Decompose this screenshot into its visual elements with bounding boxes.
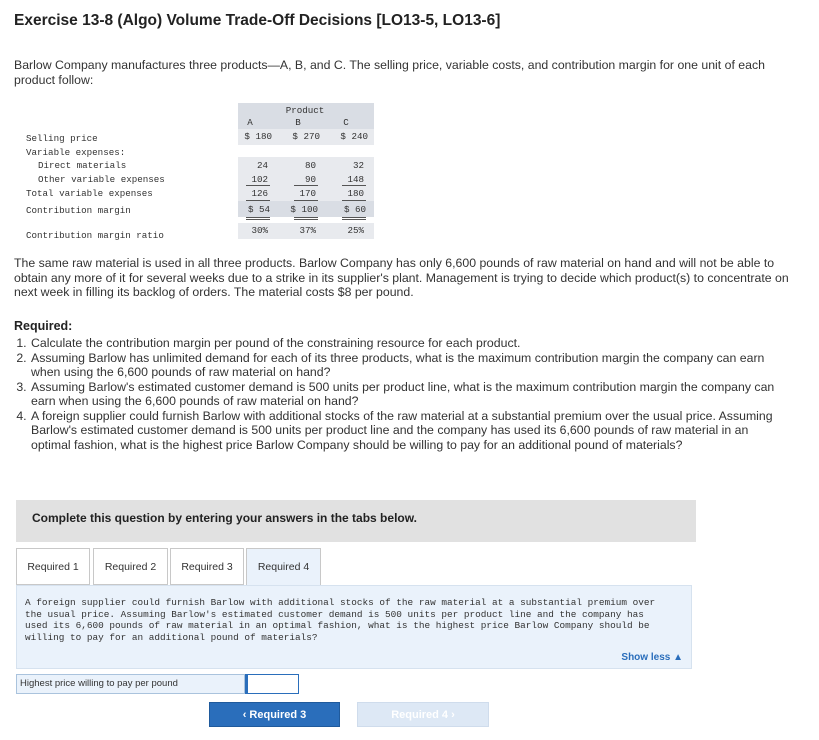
other-variable-b: 90 <box>304 174 316 185</box>
direct-materials-c: 32 <box>352 160 364 171</box>
tab-required-1[interactable]: Required 1 <box>16 548 90 585</box>
contribution-margin-b: $ 100 <box>290 204 318 215</box>
next-required-button[interactable]: Required 4 › <box>357 702 489 727</box>
intro-text: Barlow Company manufactures three products—A, B, and C. The selling price, variable costs, and contribution margin for one unit of each product follow: <box>14 58 765 87</box>
total-variable-a: 126 <box>251 188 268 199</box>
selling-price-label: Selling price <box>26 133 98 144</box>
question-panel <box>16 585 692 669</box>
requirement-4: 4. A foreign supplier could furnish Barlow with additional stocks of the raw material at a substantial premium over the usual price. Assuming Barlow's estimated customer demand is 500 units per product line and the company has used its 6,600 pounds of raw material in an optimal fashion, what is the highest price Barlow Company should be willing to pay for an additional pound of materials? <box>30 409 790 453</box>
instruction-text: Complete this question by entering your answers in the tabs below. <box>32 511 417 525</box>
variable-expenses-label: Variable expenses: <box>26 147 126 158</box>
direct-materials-label: Direct materials <box>38 160 127 171</box>
col-c: C <box>343 117 349 128</box>
product-header: Product <box>285 105 325 116</box>
panel-question-text: A foreign supplier could furnish Barlow with additional stocks of the raw material at a substantial premium over the usual price. Assuming Barlow's estimated customer demand is 500 units per product line and the company has used its 6,600 pounds of raw material in an optimal fashion, what is the highest price Barlow Company should be willing to pay for an additional pound of materials? <box>25 597 656 643</box>
col-a: A <box>247 117 253 128</box>
required-heading: Required: <box>14 319 73 333</box>
answer-input[interactable] <box>245 674 299 694</box>
body-paragraph: The same raw material is used in all three products. Barlow Company has only 6,600 pounds of raw material on hand and will not be able to obtain any more of it for several weeks due to a strike in its supplier's plant. Management is trying to decide which product(s) to concentrate on next week in filling its backlog of orders. The material costs $8 per pound. <box>14 256 789 299</box>
direct-materials-b: 80 <box>304 160 316 171</box>
requirement-2: 2. Assuming Barlow has unlimited demand for each of its three products, what is the maximum contribution margin the company can earn when using the 6,600 pounds of raw material on hand? <box>30 351 790 380</box>
total-variable-label: Total variable expenses <box>26 188 153 199</box>
other-variable-label: Other variable expenses <box>38 174 165 185</box>
other-variable-c: 148 <box>347 174 364 185</box>
selling-price-a: $ 180 <box>244 131 272 142</box>
cm-ratio-a: 30% <box>251 225 268 236</box>
total-variable-c: 180 <box>347 188 364 199</box>
cm-ratio-c: 25% <box>347 225 364 236</box>
direct-materials-a: 24 <box>256 160 268 171</box>
requirement-1: 1. Calculate the contribution margin per pound of the constraining resource for each product. <box>30 336 790 351</box>
requirement-3: 3. Assuming Barlow's estimated customer demand is 500 units per product line, what is the maximum contribution margin the company can earn when using the 6,600 pounds of raw material on hand? <box>30 380 790 409</box>
total-variable-b: 170 <box>299 188 316 199</box>
col-b: B <box>295 117 301 128</box>
other-variable-a: 102 <box>251 174 268 185</box>
contribution-margin-label: Contribution margin <box>26 205 131 216</box>
selling-price-b: $ 270 <box>292 131 320 142</box>
tab-required-3[interactable]: Required 3 <box>170 548 244 585</box>
tab-required-4[interactable]: Required 4 <box>246 548 321 586</box>
tab-required-2[interactable]: Required 2 <box>93 548 168 585</box>
instruction-banner <box>16 500 696 542</box>
contribution-margin-c: $ 60 <box>343 204 366 215</box>
prev-required-button[interactable]: ‹ Required 3 <box>209 702 340 727</box>
answer-label: Highest price willing to pay per pound <box>16 674 245 694</box>
contribution-margin-a: $ 54 <box>247 204 270 215</box>
cm-ratio-label: Contribution margin ratio <box>26 230 164 241</box>
page-title: Exercise 13-8 (Algo) Volume Trade-Off Decisions [LO13-5, LO13-6] <box>14 12 501 29</box>
requirements-list <box>14 336 790 452</box>
product-table <box>24 103 384 248</box>
show-less-link[interactable]: Show less ▲ <box>621 652 683 663</box>
selling-price-c: $ 240 <box>340 131 368 142</box>
cm-ratio-b: 37% <box>299 225 316 236</box>
